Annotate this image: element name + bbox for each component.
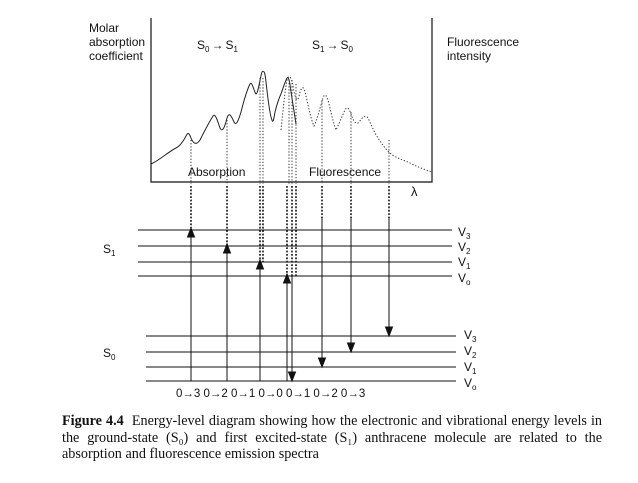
right-axis-label-line1: Fluorescence <box>447 35 520 49</box>
s1-v3-label: $V_3$ <box>458 225 471 241</box>
right-axis-label-line2: intensity <box>447 49 492 63</box>
s0-v0-label: $V_o$ <box>464 376 477 392</box>
emission-transition-label: $S_1 \to S_0$ <box>312 38 353 54</box>
emission-arrowhead-0-3 <box>386 327 393 336</box>
absorption-arrows <box>188 228 291 381</box>
absorption-spectrum-curve <box>151 71 296 164</box>
s0-v2-label: $V_2$ <box>464 344 477 360</box>
left-axis-label-line2: absorption <box>89 35 146 49</box>
ground-state-label: $S_0$ <box>103 346 116 362</box>
figure-label: Figure 4.4 <box>62 413 124 429</box>
absorption-spectrum-label: Absorption <box>188 165 246 179</box>
wavelength-symbol: λ <box>411 184 418 199</box>
s1-v0-label: $V_o$ <box>458 271 471 287</box>
absorption-arrowhead-0-0 <box>284 274 291 283</box>
excited-state-label: $S_1$ <box>103 242 116 258</box>
left-axis-label-line1: Molar <box>89 21 120 35</box>
fluorescence-spectrum-curve <box>281 77 432 172</box>
spectrum-frame <box>151 18 432 182</box>
absorption-transition-label: $S_0 \to S_1$ <box>197 38 238 54</box>
emission-arrowhead-0-2 <box>348 343 355 352</box>
absorption-arrowhead-0-3 <box>188 228 195 237</box>
figure-caption <box>62 413 602 463</box>
ground-state-levels <box>146 336 456 381</box>
s0-v3-label: $V_3$ <box>464 328 477 344</box>
figure-caption-text: Energy-level diagram showing how the electronic and vibrational energy levels in the ground-state (S₀) and first excited-state (S₁) anthracene molecule are related to the absorption and fluorescence emission spectra <box>62 413 603 462</box>
absorption-arrowhead-0-2 <box>224 244 231 253</box>
emission-arrowhead-0-0 <box>289 372 296 381</box>
s0-v1-label: $V_1$ <box>464 360 477 376</box>
s1-v2-label: $V_2$ <box>458 240 471 256</box>
emission-arrows <box>289 218 393 381</box>
transition-sequence-label: 0→3 0→2 0→1 0→0 0→1 0→2 0→3 <box>176 388 366 400</box>
fluorescence-spectrum-label: Fluorescence <box>309 165 382 179</box>
excited-state-levels <box>138 230 452 276</box>
emission-arrowhead-0-1 <box>319 358 326 367</box>
s1-v1-label: $V_1$ <box>458 255 471 271</box>
left-axis-label-line3: coefficient <box>89 49 143 63</box>
